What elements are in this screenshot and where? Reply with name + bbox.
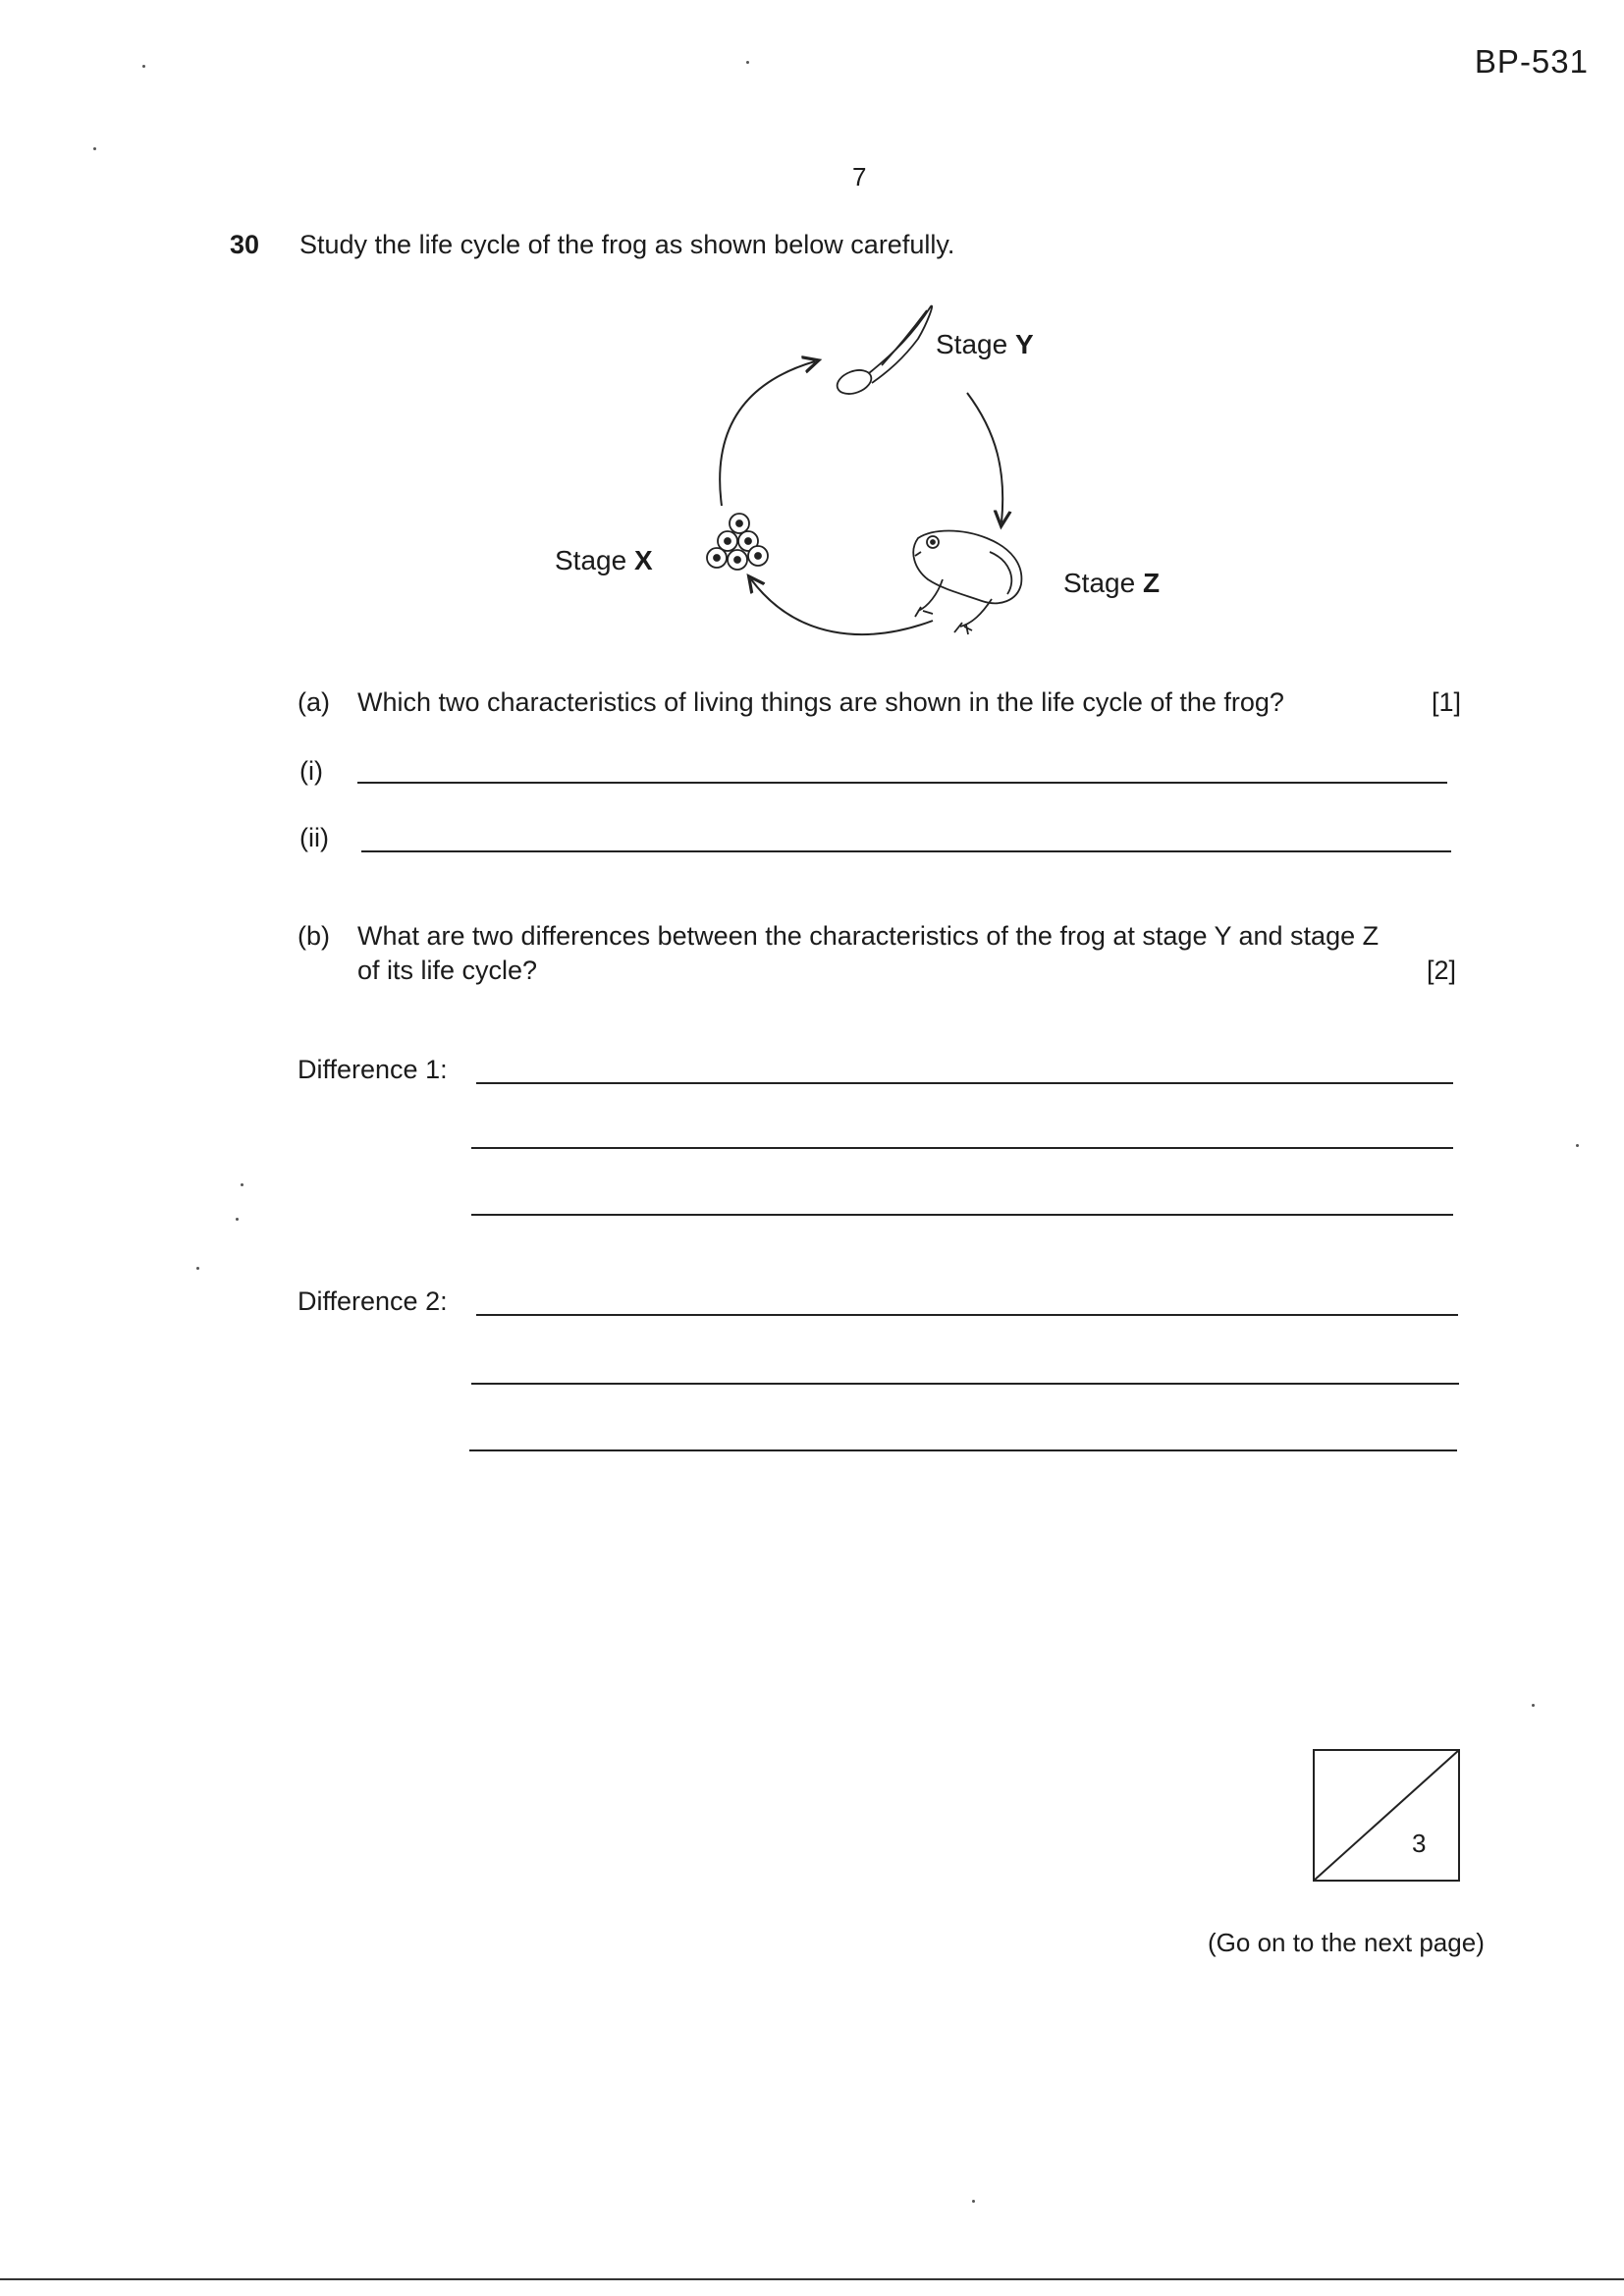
arrow-z-to-x [751,579,933,634]
difference-2-line-1[interactable] [476,1314,1458,1316]
stage-z-prefix: Stage [1063,568,1143,598]
difference-1-line-2[interactable] [471,1147,1453,1149]
answer-i-line[interactable] [357,782,1447,784]
stage-y-prefix: Stage [936,329,1015,359]
stage-y-letter: Y [1014,329,1034,359]
difference-1-line-3[interactable] [471,1214,1453,1216]
scan-speck [972,2200,975,2203]
question-number: 30 [230,230,260,259]
stage-x-label [555,545,653,576]
scan-edge-line [0,2278,1624,2280]
answer-ii-line[interactable] [361,850,1451,852]
answer-i-label: (i) [299,756,323,786]
difference-1-line-1[interactable] [476,1082,1453,1084]
scan-speck [746,61,749,64]
stage-x-letter: X [633,545,653,575]
scan-speck [93,147,96,150]
scan-speck [1532,1704,1535,1707]
scan-speck [1576,1144,1579,1147]
part-a-question: Which two characteristics of living things are shown in the life cycle of the frog? [357,687,1284,717]
part-b-marks: [2] [1427,956,1457,985]
frog-life-cycle-diagram [530,295,1198,658]
question-intro: Study the life cycle of the frog as shown below carefully. [299,230,955,259]
document-code: BP-531 [1474,43,1589,80]
adult-frog-icon [913,531,1021,635]
next-page-note: (Go on to the next page) [1208,1928,1485,1957]
scan-speck [236,1218,239,1221]
score-box[interactable] [1313,1749,1460,1882]
difference-2-line-3[interactable] [469,1449,1457,1451]
stage-x-prefix: Stage [555,545,634,575]
stage-z-label [1063,568,1160,599]
scan-speck [196,1267,199,1270]
page-number: 7 [852,162,867,191]
difference-1-label: Difference 1: [298,1055,448,1084]
part-a-label: (a) [298,687,330,717]
arrow-x-to-y [720,361,815,506]
part-b-label: (b) [298,921,330,951]
stage-y-label [936,329,1034,360]
score-box-total: 3 [1412,1829,1427,1858]
scan-speck [241,1183,244,1186]
life-cycle-svg [530,295,1198,658]
scan-speck [142,65,145,68]
tadpole-icon [834,305,932,398]
frog-eggs-icon [707,514,768,570]
difference-2-line-2[interactable] [471,1383,1459,1385]
arrow-y-to-z [967,393,1002,522]
part-b-question-line1: What are two differences between the characteristics of the frog at stage Y and stage Z [357,921,1380,951]
part-a-marks: [1] [1432,687,1462,717]
answer-ii-label: (ii) [299,823,329,852]
difference-2-label: Difference 2: [298,1286,448,1316]
part-b-question-line2: of its life cycle? [357,956,538,985]
stage-z-letter: Z [1142,568,1161,598]
